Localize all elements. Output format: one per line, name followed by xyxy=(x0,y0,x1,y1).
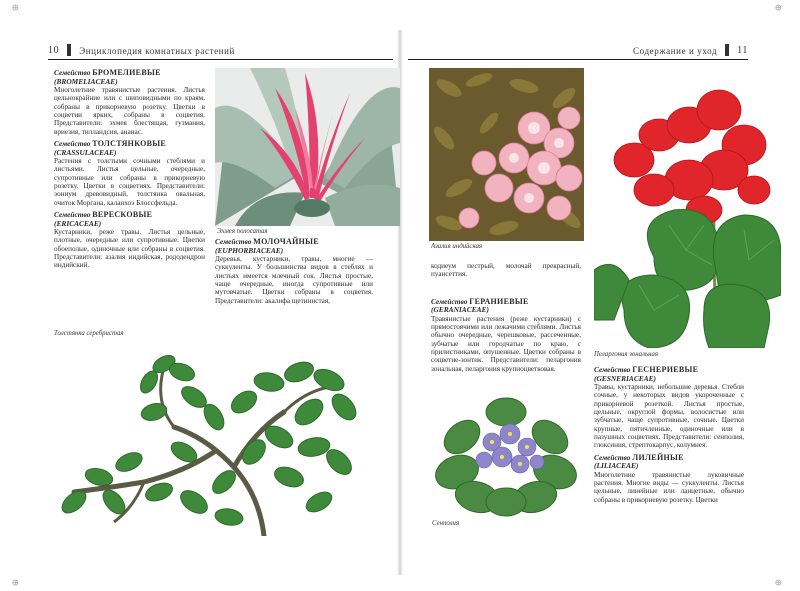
crop-mark-icon: ⊕ xyxy=(12,1,19,14)
crop-mark-icon: ⊕ xyxy=(775,576,782,589)
photo-caption: Азалия индийская xyxy=(431,243,483,250)
azalea-photo xyxy=(429,68,584,241)
family-entry xyxy=(54,211,205,270)
continued-text: кодиеум пестрый, молочай прекрасный, пуансеттия. xyxy=(431,262,581,279)
photo-caption: Пеларгония зональная xyxy=(594,351,658,358)
crassula-photo xyxy=(54,342,369,536)
family-prefix: Семейство xyxy=(54,209,91,219)
left-text-column-2 xyxy=(215,235,373,309)
family-entry xyxy=(215,238,373,305)
right-page-number: 11 xyxy=(737,45,748,56)
right-running-title: Содержание и уход xyxy=(633,46,718,56)
family-description: Растения с толстыми сочными стеблями и листьями. Листья цельные, очередные, супротивные или собраны в прикорневую розетку. Цветки в соцветиях. Представители: эониум древовидный, толстянка овальная, очиток Моргана, каланхоэ Блоссфельда. xyxy=(54,157,205,207)
family-prefix: Семейство xyxy=(54,138,91,148)
right-running-head xyxy=(408,42,748,60)
photo-caption: Толстянка серебристая xyxy=(54,330,124,337)
photo-caption: Эхмея полосатая xyxy=(217,228,268,235)
family-name: ЛИЛЕЙНЫЕ xyxy=(632,452,684,462)
family-latin: (EUPHORBIACEAE) xyxy=(215,245,284,255)
family-entry xyxy=(431,298,581,373)
family-latin: (ERICACEAE) xyxy=(54,218,102,228)
family-prefix: Семейство xyxy=(594,452,631,462)
family-description: Многолетние травянистые растения. Листья цельнокрайние или с шиповидными по краям, собраны в прикорневую розетку. Цветки в соцветии ярких, собраны в соцветия. Представители: эхмея блестящая, гузмания, вриезия, тилландсия, ананас. xyxy=(54,86,205,136)
family-prefix: Семейство xyxy=(54,68,91,77)
family-description: Травянистые растения (реже кустарники) с прямостоячими или лежачими стеблями. Листья обычно очередные, черешковые, рассеченные, зубчатые или городчатые по краю, с прилистниками, опушенные. Цветки собраны в соцветие-зонтик. Представители: пеларгония зональная, пеларгония крупноцветковая. xyxy=(431,314,581,373)
pelargonium-photo xyxy=(594,70,781,348)
family-entry xyxy=(54,69,205,136)
family-description: Травы, кустарники, небольшие деревья. Стебли сочные, у некоторых видов укороченные с прикорневой розеткой. Листья простые, цельные, округлой формы, волосистые или зубчатые, чаще супротивные, сочные. Цветки крупные, пятичленные, одиночные или в пазушных соцветиях. Представители: сенполия, глоксиния, стрептокарпус, колумнея. xyxy=(594,383,744,450)
family-entry xyxy=(594,366,744,450)
crop-mark-icon: ⊕ xyxy=(775,1,782,14)
family-prefix: Семейство xyxy=(594,365,631,374)
family-name: ВЕРЕСКОВЫЕ xyxy=(92,209,153,219)
left-page-number: 10 xyxy=(48,45,60,56)
family-name: ТОЛСТЯНКОВЫЕ xyxy=(92,138,167,148)
photo-caption: Сенполия xyxy=(432,520,460,527)
family-description: Многолетние травянистые луковичные растения. Многие виды — суккуленты. Листья цельные, линейные или ланцетные, обычно собраны в прикорневую розетку. Цветки xyxy=(594,470,744,504)
left-running-head xyxy=(48,42,393,60)
family-prefix: Семейство xyxy=(431,296,468,306)
right-text-column-1 xyxy=(431,262,581,377)
family-name: ГЕСНЕРИЕВЫЕ xyxy=(632,365,699,374)
family-prefix: Семейство xyxy=(215,237,252,246)
saintpaulia-photo xyxy=(432,392,580,517)
family-latin: (GESNERIACEAE) xyxy=(594,373,657,383)
family-name: БРОМЕЛИЕВЫЕ xyxy=(92,68,161,77)
right-text-column-2 xyxy=(594,363,744,508)
left-text-column-1 xyxy=(54,66,205,274)
head-divider xyxy=(67,44,71,56)
family-name: ГЕРАНИЕВЫЕ xyxy=(469,296,529,306)
family-description: Кустарники, реже травы. Листья цельные, плотные, очередные или супротивные. Цветки обоеполые, одиночные или собраны в соцветия. Представители: азалия индийская, рододендрон индийский. xyxy=(54,228,205,270)
family-latin: (LILIACEAE) xyxy=(594,461,639,471)
left-running-title: Энциклопедия комнатных растений xyxy=(79,46,235,56)
family-name: МОЛОЧАЙНЫЕ xyxy=(253,237,319,246)
head-divider xyxy=(725,44,729,56)
family-latin: (BROMELIACEAE) xyxy=(54,76,118,86)
bromeliad-photo xyxy=(215,68,400,226)
family-entry xyxy=(54,140,205,207)
family-entry xyxy=(594,454,744,504)
family-description: Деревья, кустарники, травы, многие — суккуленты. У большинства видов в стеблях и листьях имеется млечный сок. Листья простые, чаще очередные, иногда супротивные или мутовчатые. Цветки собраны в соцветия. Представители: акалифа щетинистая, xyxy=(215,255,373,305)
family-latin: (GERANIACEAE) xyxy=(431,305,489,315)
family-latin: (CRASSULACEAE) xyxy=(54,147,117,157)
crop-mark-icon: ⊕ xyxy=(12,576,19,589)
